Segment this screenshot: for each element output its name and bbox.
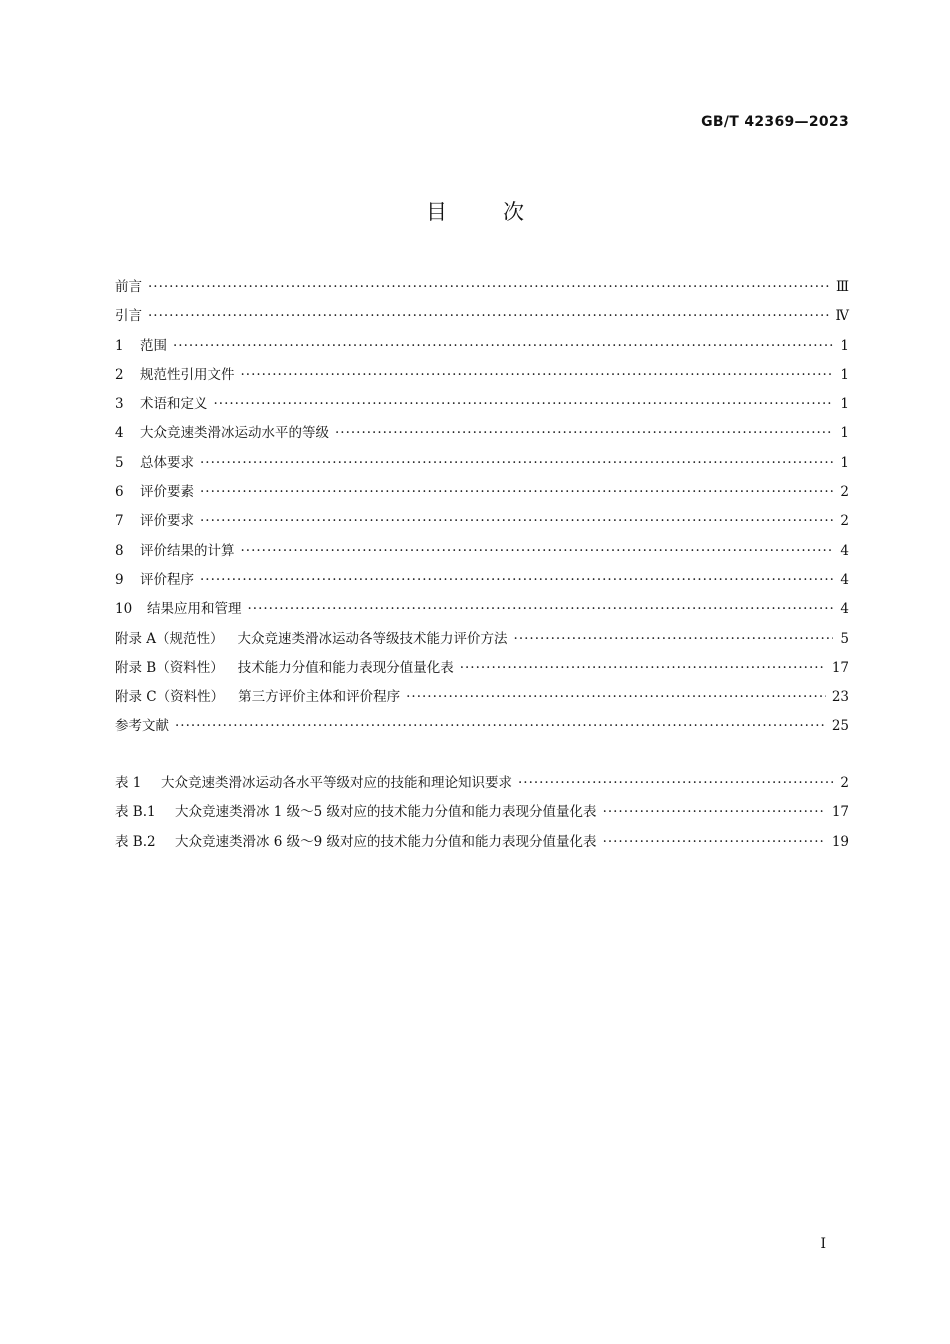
toc-number: 1 (115, 337, 124, 354)
dot-leader (214, 396, 834, 412)
dot-leader (335, 425, 833, 441)
toc-label: 大众竞速类滑冰运动水平的等级 (140, 425, 329, 442)
toc-entry-foreword[interactable] (115, 275, 849, 304)
dot-leader (148, 279, 830, 295)
toc-label: 评价程序 (140, 571, 194, 588)
table-page: 17 (831, 804, 849, 821)
toc-label: 结果应用和管理 (147, 601, 242, 618)
toc-number: 9 (115, 571, 124, 588)
toc-entry-7[interactable] (115, 509, 849, 538)
toc-number: 5 (115, 454, 124, 471)
toc-label: 大众竞速类滑冰运动各等级技术能力评价方法 (237, 630, 508, 647)
toc-entry-4[interactable] (115, 421, 849, 450)
toc-page: 1 (840, 454, 849, 471)
toc-number: 7 (115, 513, 124, 530)
toc-label: 术语和定义 (140, 396, 208, 413)
table-entry-1[interactable] (115, 771, 849, 800)
toc-entry-9[interactable] (115, 568, 849, 597)
table-entry-b1[interactable] (115, 800, 849, 829)
table-of-contents (115, 275, 849, 744)
toc-page: 1 (840, 425, 849, 442)
toc-number: 2 (115, 366, 124, 383)
dot-leader (248, 601, 834, 617)
dot-leader (200, 484, 833, 500)
toc-entry-10[interactable] (115, 597, 849, 626)
dot-leader (241, 543, 834, 559)
toc-label: 引言 (115, 308, 142, 325)
toc-entry-8[interactable] (115, 539, 849, 568)
toc-page: 5 (840, 630, 849, 647)
toc-page: Ⅳ (835, 308, 849, 325)
toc-label: 评价要求 (140, 513, 194, 530)
toc-entry-introduction[interactable] (115, 304, 849, 333)
toc-entry-references[interactable] (115, 714, 849, 743)
toc-label: 前言 (115, 279, 142, 295)
table-label: 大众竞速类滑冰 1 级～5 级对应的技术能力分值和能力表现分值量化表 (175, 804, 597, 821)
table-number: 表 B.1 (115, 804, 156, 821)
toc-page: Ⅲ (835, 279, 849, 295)
table-number: 表 1 (115, 775, 142, 791)
dot-leader (406, 689, 826, 705)
toc-label: 总体要求 (140, 454, 194, 471)
dot-leader (514, 631, 833, 647)
dot-leader (200, 513, 833, 529)
dot-leader (603, 804, 826, 820)
dot-leader (200, 572, 833, 588)
toc-page: 4 (840, 542, 849, 559)
dot-leader (148, 308, 830, 324)
dot-leader (173, 338, 833, 354)
toc-entry-2[interactable] (115, 363, 849, 392)
toc-entry-3[interactable] (115, 392, 849, 421)
toc-page: 2 (840, 513, 849, 530)
dot-leader (241, 367, 834, 383)
toc-page: 1 (840, 396, 849, 413)
standard-code: GB/T 42369—2023 (701, 114, 849, 130)
toc-entry-appendix-b[interactable] (115, 656, 849, 685)
toc-number: 附录 B（资料性） (115, 659, 224, 676)
toc-entry-5[interactable] (115, 451, 849, 480)
toc-entry-1[interactable] (115, 334, 849, 363)
toc-page: 17 (831, 659, 849, 676)
toc-number: 10 (115, 601, 133, 618)
table-label: 大众竞速类滑冰 6 级～9 级对应的技术能力分值和能力表现分值量化表 (175, 833, 597, 850)
toc-entry-6[interactable] (115, 480, 849, 509)
toc-label: 评价结果的计算 (140, 542, 235, 559)
table-label: 大众竞速类滑冰运动各水平等级对应的技能和理论知识要求 (161, 775, 512, 791)
toc-entry-appendix-a[interactable] (115, 627, 849, 656)
table-number: 表 B.2 (115, 833, 156, 850)
toc-label: 第三方评价主体和评价程序 (238, 689, 401, 706)
table-entry-b2[interactable] (115, 830, 849, 859)
toc-page: 1 (840, 337, 849, 354)
toc-page: 1 (840, 366, 849, 383)
toc-label: 范围 (140, 337, 167, 354)
dot-leader (603, 834, 826, 850)
toc-page: 23 (831, 689, 849, 706)
toc-page: 2 (840, 484, 849, 501)
dot-leader (460, 660, 826, 676)
toc-label: 技术能力分值和能力表现分值量化表 (237, 659, 454, 676)
toc-label: 参考文献 (115, 718, 169, 735)
toc-number: 4 (115, 425, 124, 442)
toc-page: 4 (840, 601, 849, 618)
dot-leader (200, 455, 833, 471)
toc-page: 4 (840, 571, 849, 588)
page-number: Ⅰ (820, 1236, 826, 1252)
toc-page: 25 (831, 718, 849, 735)
list-of-tables (115, 771, 849, 859)
table-page: 2 (840, 775, 849, 791)
toc-label: 规范性引用文件 (140, 366, 235, 383)
toc-entry-appendix-c[interactable] (115, 685, 849, 714)
dot-leader (175, 718, 826, 734)
toc-number: 附录 A（规范性） (115, 630, 224, 647)
dot-leader (518, 775, 833, 791)
toc-number: 6 (115, 484, 124, 501)
toc-number: 3 (115, 396, 124, 413)
toc-label: 评价要素 (140, 484, 194, 501)
toc-number: 附录 C（资料性） (115, 689, 225, 706)
table-page: 19 (831, 833, 849, 850)
page-title: 目次 (426, 200, 580, 224)
toc-number: 8 (115, 542, 124, 559)
